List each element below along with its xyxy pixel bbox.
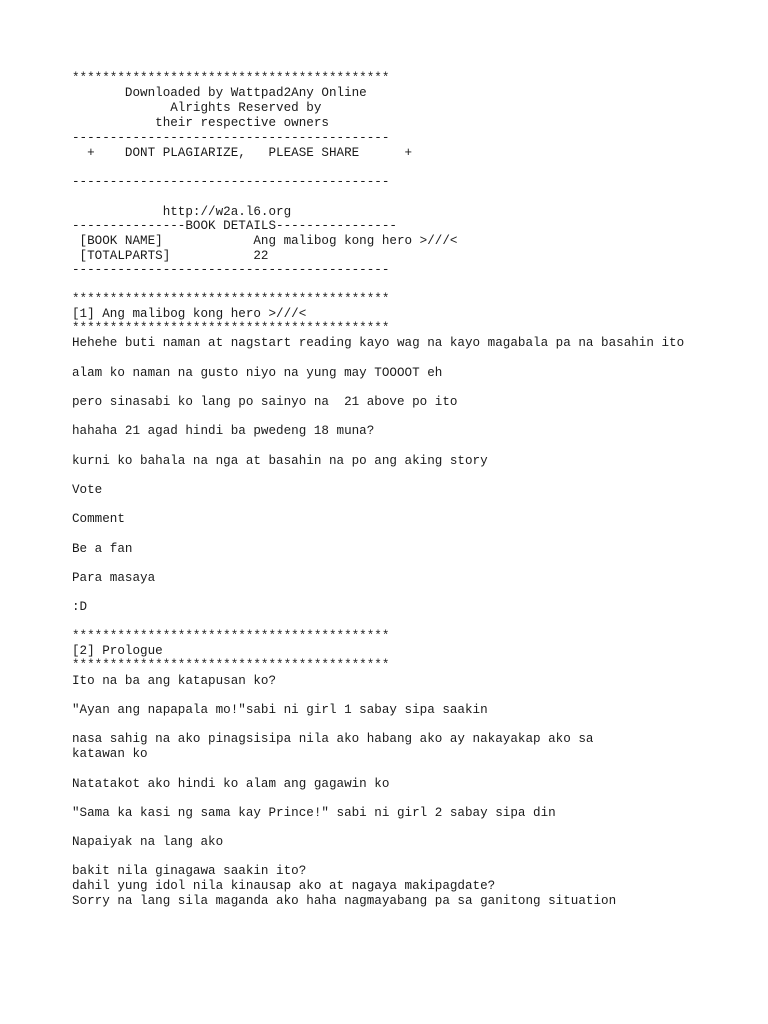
- source-url: http://w2a.l6.org: [72, 205, 292, 219]
- text-line: Para masaya: [72, 571, 156, 585]
- text-line: Vote: [72, 483, 103, 497]
- part-2-title: [2] Prologue: [72, 644, 163, 658]
- text-line: Ito na ba ang katapusan ko?: [72, 674, 277, 688]
- text-line: bakit nila ginagawa saakin ito?: [72, 864, 307, 878]
- text-line: "Sama ka kasi ng sama kay Prince!" sabi ni girl 2 sabay sipa din: [72, 806, 556, 820]
- text-line: Be a fan: [72, 542, 133, 556]
- text-line: Napaiyak na lang ako: [72, 835, 224, 849]
- section-stars: ******************************************: [72, 321, 390, 335]
- text-line: "Ayan ang napapala mo!"sabi ni girl 1 sabay sipa saakin: [72, 703, 488, 717]
- section-stars: ******************************************: [72, 292, 390, 306]
- text-line: Comment: [72, 512, 125, 526]
- book-name-row: [BOOK NAME] Ang malibog kong hero >///<: [72, 234, 458, 248]
- header-downloaded-line: Downloaded by Wattpad2Any Online: [72, 86, 367, 100]
- text-line: :D: [72, 600, 88, 614]
- text-line: hahaha 21 agad hindi ba pwedeng 18 muna?: [72, 424, 375, 438]
- section-stars: ******************************************: [72, 658, 390, 672]
- book-details-divider: ---------------BOOK DETAILS----------------: [72, 219, 397, 233]
- header-divider: ------------------------------------------: [72, 263, 390, 277]
- plagiarize-notice: + DONT PLAGIARIZE, PLEASE SHARE +: [72, 146, 413, 160]
- header-owners-line: their respective owners: [72, 116, 329, 130]
- header-divider: ------------------------------------------: [72, 175, 390, 189]
- text-line: alam ko naman na gusto niyo na yung may TOOOOT eh: [72, 366, 443, 380]
- text-line: kurni ko bahala na nga at basahin na po ang aking story: [72, 454, 488, 468]
- text-line: dahil yung idol nila kinausap ako at nagaya makipagdate?: [72, 879, 496, 893]
- header-divider: ------------------------------------------: [72, 131, 390, 145]
- text-line: Hehehe buti naman at nagstart reading kayo wag na kayo magabala pa na basahin ito: [72, 336, 685, 350]
- part-1-title: [1] Ang malibog kong hero >///<: [72, 307, 307, 321]
- header-stars-top: ******************************************: [72, 71, 390, 85]
- text-line: katawan ko: [72, 747, 148, 761]
- text-line: Natatakot ako hindi ko alam ang gagawin ko: [72, 777, 390, 791]
- header-rights-line: Alrights Reserved by: [72, 101, 322, 115]
- text-line: nasa sahig na ako pinagsisipa nila ako habang ako ay nakayakap ako sa: [72, 732, 594, 746]
- section-stars: ******************************************: [72, 629, 390, 643]
- text-line: pero sinasabi ko lang po sainyo na 21 above po ito: [72, 395, 458, 409]
- text-line: Sorry na lang sila maganda ako haha nagmayabang pa sa ganitong situation: [72, 894, 617, 908]
- total-parts-row: [TOTALPARTS] 22: [72, 249, 269, 263]
